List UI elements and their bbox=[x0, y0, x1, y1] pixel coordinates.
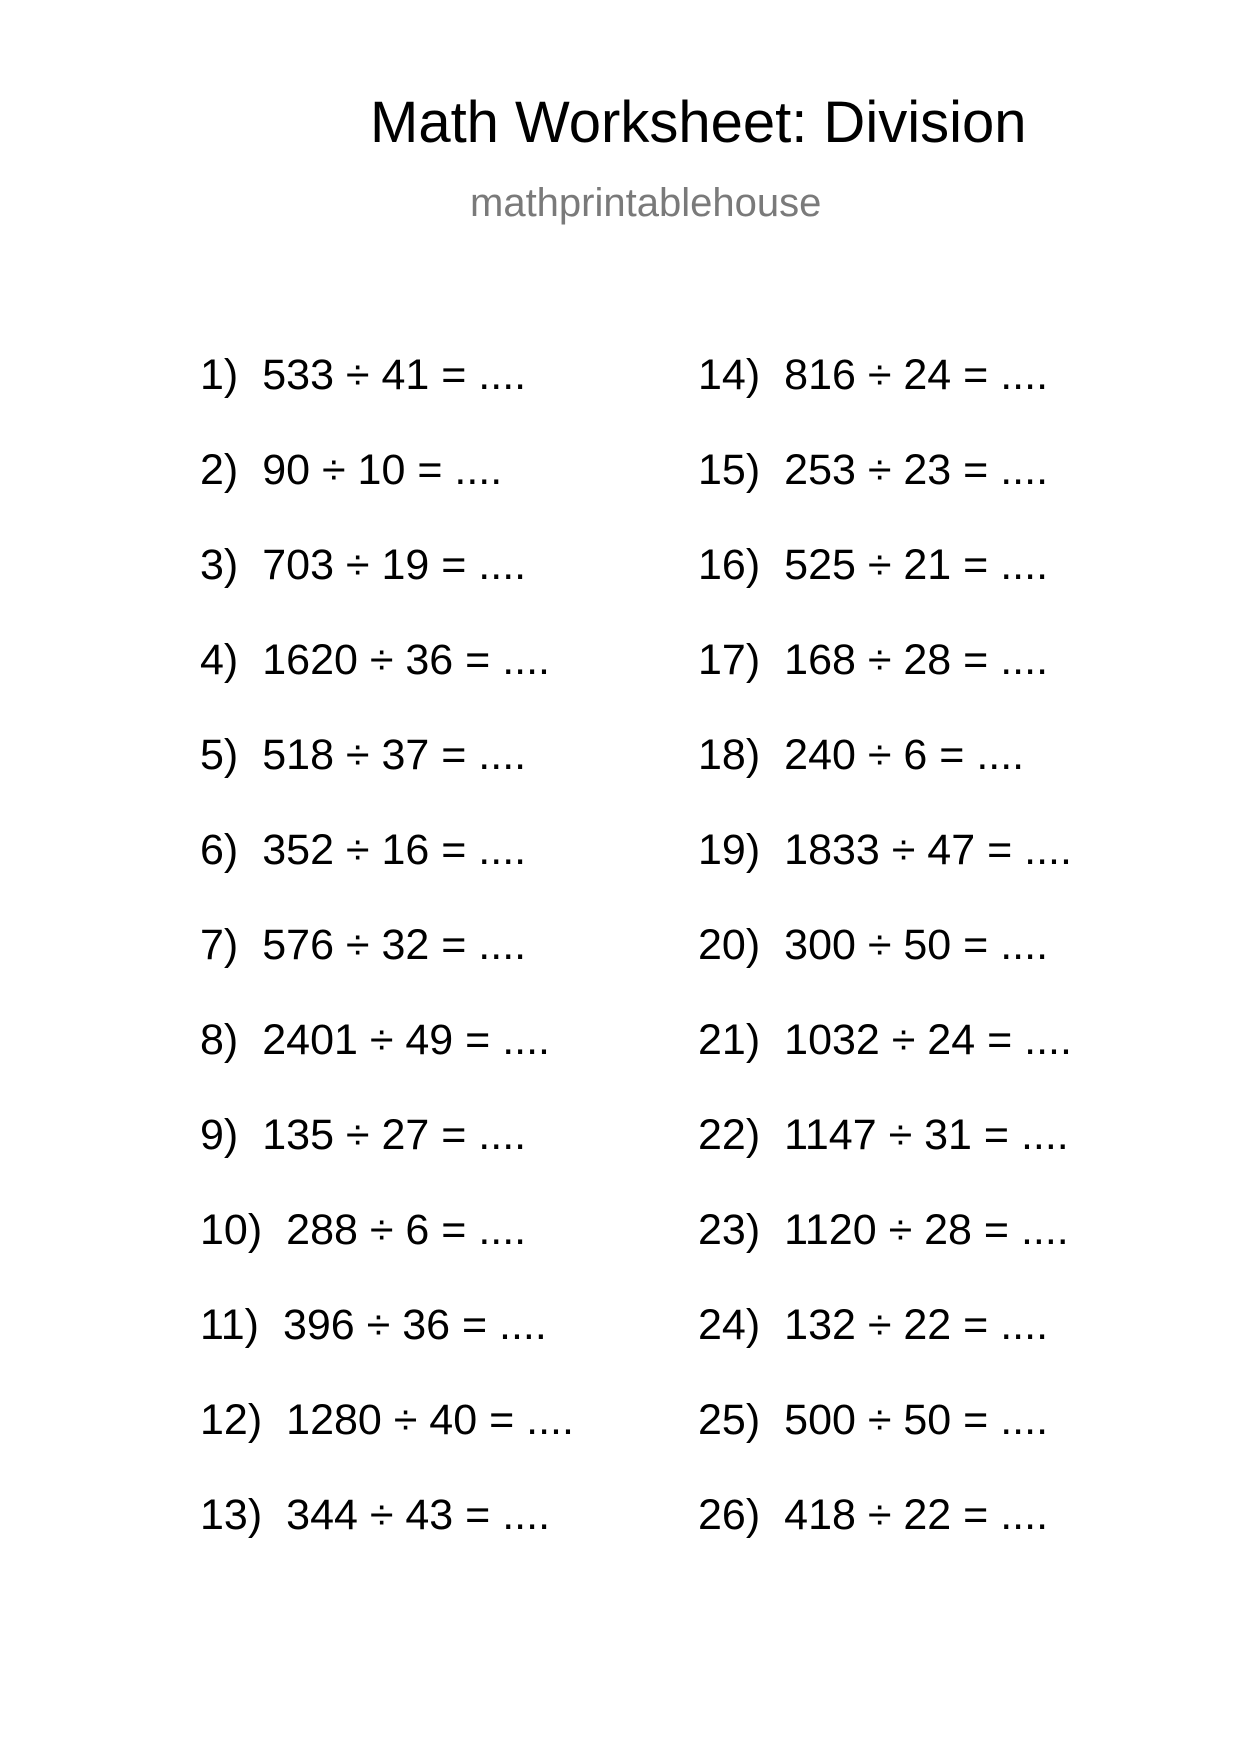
problem-number: 8) bbox=[200, 1016, 239, 1064]
problem-item bbox=[200, 1205, 574, 1300]
problem-number: 14) bbox=[698, 351, 761, 399]
problem-expression: 396 ÷ 36 = .... bbox=[282, 1301, 547, 1349]
problem-number: 6) bbox=[200, 826, 239, 874]
problem-expression: 168 ÷ 28 = .... bbox=[784, 636, 1049, 684]
problem-expression: 132 ÷ 22 = .... bbox=[784, 1301, 1049, 1349]
problem-item bbox=[698, 730, 1072, 825]
problem-expression: 1833 ÷ 47 = .... bbox=[784, 826, 1072, 874]
problem-item bbox=[200, 730, 574, 825]
problem-expression: 253 ÷ 23 = .... bbox=[784, 446, 1049, 494]
problem-expression: 240 ÷ 6 = .... bbox=[784, 731, 1025, 779]
problem-expression: 1147 ÷ 31 = .... bbox=[784, 1111, 1069, 1159]
page-title: Math Worksheet: Division bbox=[370, 90, 1027, 155]
problem-number: 15) bbox=[698, 446, 761, 494]
problems-column-left bbox=[200, 350, 574, 1585]
problem-item bbox=[200, 1490, 574, 1585]
problem-item bbox=[200, 1395, 574, 1490]
problem-expression: 500 ÷ 50 = .... bbox=[784, 1396, 1049, 1444]
problem-item bbox=[200, 1110, 574, 1205]
problem-expression: 1280 ÷ 40 = .... bbox=[286, 1396, 574, 1444]
problem-expression: 2401 ÷ 49 = .... bbox=[262, 1016, 551, 1064]
problem-expression: 288 ÷ 6 = .... bbox=[286, 1206, 527, 1254]
problem-item bbox=[698, 445, 1072, 540]
problem-number: 9) bbox=[200, 1111, 239, 1159]
problem-number: 21) bbox=[698, 1016, 761, 1064]
problem-number: 1) bbox=[200, 351, 239, 399]
problems-column-right bbox=[698, 350, 1072, 1585]
problem-number: 4) bbox=[200, 636, 239, 684]
problem-number: 24) bbox=[698, 1301, 761, 1349]
problem-item bbox=[200, 350, 574, 445]
problem-item bbox=[698, 635, 1072, 730]
problem-number: 16) bbox=[698, 541, 761, 589]
problem-expression: 135 ÷ 27 = .... bbox=[262, 1111, 527, 1159]
problem-item bbox=[200, 825, 574, 920]
problem-number: 10) bbox=[200, 1206, 263, 1254]
problem-number: 7) bbox=[200, 921, 239, 969]
problem-expression: 576 ÷ 32 = .... bbox=[262, 921, 527, 969]
problem-expression: 533 ÷ 41 = .... bbox=[262, 351, 527, 399]
problem-expression: 1120 ÷ 28 = .... bbox=[784, 1206, 1069, 1254]
problem-expression: 816 ÷ 24 = .... bbox=[784, 351, 1049, 399]
problem-number: 22) bbox=[698, 1111, 761, 1159]
problem-number: 12) bbox=[200, 1396, 263, 1444]
problem-expression: 352 ÷ 16 = .... bbox=[262, 826, 527, 874]
problem-item bbox=[698, 1205, 1072, 1300]
problem-item bbox=[698, 1110, 1072, 1205]
problem-expression: 525 ÷ 21 = .... bbox=[784, 541, 1049, 589]
problem-expression: 1620 ÷ 36 = .... bbox=[262, 636, 551, 684]
problem-number: 26) bbox=[698, 1491, 761, 1539]
problem-item bbox=[698, 1395, 1072, 1490]
problem-item bbox=[698, 825, 1072, 920]
problem-number: 5) bbox=[200, 731, 239, 779]
problem-item bbox=[200, 540, 574, 635]
site-name: mathprintablehouse bbox=[470, 181, 822, 225]
problem-item bbox=[200, 1300, 574, 1395]
problem-item bbox=[200, 445, 574, 540]
problem-expression: 418 ÷ 22 = .... bbox=[784, 1491, 1049, 1539]
problem-number: 19) bbox=[698, 826, 761, 874]
problem-number: 3) bbox=[200, 541, 239, 589]
problem-expression: 703 ÷ 19 = .... bbox=[262, 541, 527, 589]
problem-item bbox=[698, 350, 1072, 445]
problem-item bbox=[698, 1300, 1072, 1395]
problem-expression: 344 ÷ 43 = .... bbox=[286, 1491, 551, 1539]
problem-item bbox=[698, 1490, 1072, 1585]
problem-number: 20) bbox=[698, 921, 761, 969]
problem-number: 17) bbox=[698, 636, 761, 684]
problem-expression: 1032 ÷ 24 = .... bbox=[784, 1016, 1072, 1064]
problem-expression: 518 ÷ 37 = .... bbox=[262, 731, 527, 779]
problem-number: 2) bbox=[200, 446, 239, 494]
problem-number: 13) bbox=[200, 1491, 263, 1539]
problem-number: 23) bbox=[698, 1206, 761, 1254]
problem-item bbox=[698, 540, 1072, 635]
problem-item bbox=[200, 1015, 574, 1110]
problem-item bbox=[200, 920, 574, 1015]
problem-item bbox=[698, 1015, 1072, 1110]
problem-number: 25) bbox=[698, 1396, 761, 1444]
problem-number: 18) bbox=[698, 731, 761, 779]
problem-expression: 300 ÷ 50 = .... bbox=[784, 921, 1049, 969]
problem-item bbox=[200, 635, 574, 730]
problem-expression: 90 ÷ 10 = .... bbox=[262, 446, 503, 494]
problem-number: 11) bbox=[200, 1301, 259, 1349]
problem-item bbox=[698, 920, 1072, 1015]
